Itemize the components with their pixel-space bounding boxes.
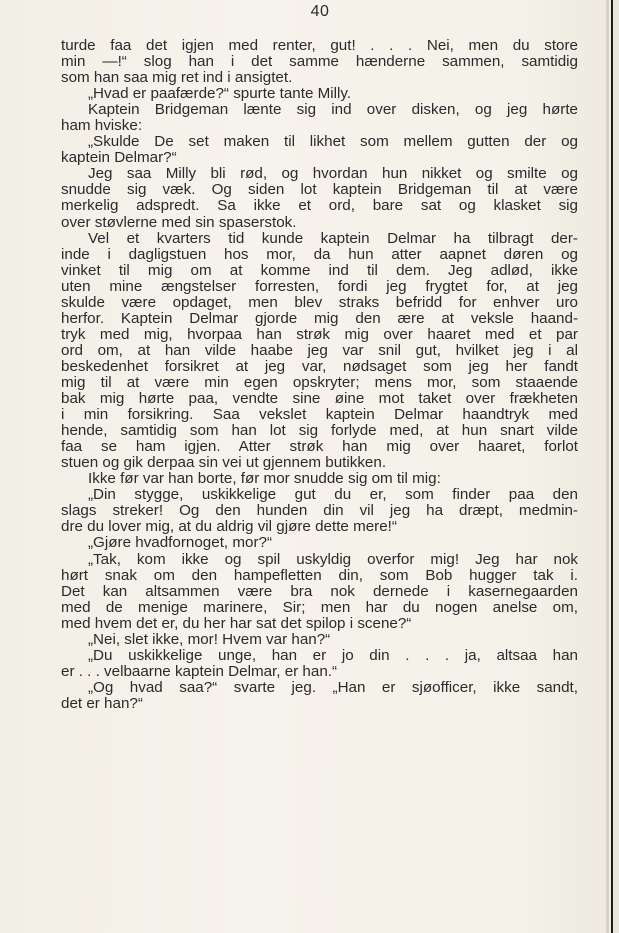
text-line: „Hvad er paafærde?“ spurte tante Milly.: [88, 85, 352, 103]
text-line: „Skulde De set maken til likhet som mellem gutten der og: [88, 133, 578, 151]
text-line: kaptein Delmar?“: [61, 149, 177, 167]
text-line: faa se ham igjen. Atter strøk han mig over haaret, forlot: [61, 438, 578, 456]
page-edge-margin: [614, 0, 619, 933]
text-line: vinket til mig om at komme ind til dem. Jeg adlød, ikke: [61, 261, 578, 279]
text-line: slags streker! Og den hunden din vil jeg ha dræpt, medmin-: [61, 502, 578, 520]
text-line: „Din stygge, uskikkelige gut du er, som finder paa den: [88, 486, 578, 504]
text-line: med hvem det er, du her har sat det spilop i scene?“: [61, 614, 412, 632]
text-line: er . . . velbaarne kaptein Delmar, er han.“: [61, 662, 338, 680]
text-line: ham hviske:: [61, 117, 143, 135]
text-line: mig til at være min egen opskryter; mens mor, som staaende: [61, 373, 578, 391]
text-line: „Gjøre hvadfornoget, mor?“: [88, 534, 273, 552]
text-line: Jeg saa Milly bli rød, og hvordan hun nikket og smilte og: [88, 165, 578, 183]
text-line: dre du lover mig, at du aldrig vil gjøre dette mere!“: [61, 518, 397, 536]
page-edge-line: [611, 0, 613, 933]
text-line: hørt snak om den hampefletten din, som Bob hugger tak i.: [61, 566, 578, 584]
page-number: 40: [310, 3, 330, 20]
text-line: Vel et kvarters tid kunde kaptein Delmar ha tilbragt der-: [88, 229, 578, 247]
text-line: i min forsikring. Saa vekslet kaptein Delmar haandtryk med: [61, 406, 578, 424]
page-edge-shadow: [606, 0, 609, 933]
text-line: snudde sig væk. Og siden lot kaptein Bridgeman til at være: [61, 181, 578, 199]
text-line: som han saa mig ret ind i ansigtet.: [61, 69, 293, 87]
text-line: „Og hvad saa?“ svarte jeg. „Han er sjøofficer, ikke sandt,: [88, 678, 578, 696]
text-line: min —!“ slog han i det samme hænderne sammen, samtidig: [61, 53, 578, 71]
text-line: beskedenhet forsikret at jeg var, nødsaget som jeg her fandt: [61, 357, 578, 375]
text-line: skulde være opdaget, men blev straks befridd for enhver uro: [61, 293, 578, 311]
body-text: [61, 38, 578, 712]
text-line: „Tak, kom ikke og spil uskyldig overfor mig! Jeg har nok: [88, 550, 578, 568]
text-line: hende, samtidig som han lot sig forlyde med, at hun snart vilde: [61, 422, 578, 440]
text-line: merkelig adspredt. Sa ikke et ord, bare sat og klasket sig: [61, 197, 578, 215]
text-line: „Du uskikkelige unge, han er jo din . . . ja, altsaa han: [88, 646, 578, 664]
text-line: „Nei, slet ikke, mor! Hvem var han?“: [88, 630, 331, 648]
text-line: herfor. Kaptein Delmar gjorde mig den ære at veksle haand-: [61, 309, 578, 327]
text-line: stuen og gik derpaa sin vei ut gjennem butikken.: [61, 454, 387, 472]
text-line: det er han?“: [61, 694, 143, 712]
text-line: uten mine ængstelser forresten, fordi jeg frygtet for, at jeg: [61, 277, 578, 295]
text-line: over støvlerne med sin spaserstok.: [61, 213, 297, 231]
text-line: inde i dagligstuen hos mor, da hun atter aapnet døren og: [61, 245, 578, 263]
text-line: Det kan altsammen være bra nok dernede i kasernegaarden: [61, 582, 578, 600]
text-line: bak mig hørte paa, vendte sine øine mot taket over frækheten: [61, 390, 578, 408]
text-line: Kaptein Bridgeman lænte sig ind over disken, og jeg hørte: [88, 101, 578, 119]
text-line: ord om, at han vilde haabe jeg var snil gut, hvilket jeg i al: [61, 341, 578, 359]
text-line: turde faa det igjen med renter, gut! . . . Nei, men du store: [61, 37, 578, 54]
text-line: tryk med mig, hvorpaa han strøk mig over haaret med et par: [61, 325, 578, 343]
text-line: Ikke før var han borte, før mor snudde sig om til mig:: [88, 470, 441, 488]
text-line: med de menige marinere, Sir; men har du nogen anelse om,: [61, 598, 578, 616]
